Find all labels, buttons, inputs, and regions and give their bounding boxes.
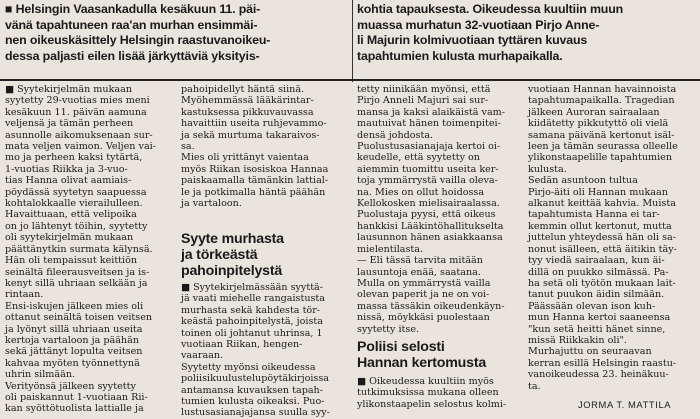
text-line: myös Riikan isosiskoa Hannaa: [181, 163, 329, 175]
text-line: vanoikeudessa 23. heinäkuu-: [528, 369, 669, 381]
text-line: kan syöttötuolista lattialle ja: [5, 403, 144, 415]
text-line: kenyt sillä uhriaan selkään ja: [5, 277, 148, 289]
text-line: kertoja vartaloon ja päähän: [5, 334, 140, 346]
text-line: vänä tapahtuneen raa'an murhan ensimmäi-: [5, 17, 258, 32]
text-line: on jo lähtenyt töihin, syytetty: [5, 220, 148, 232]
text-line: dessa paljasti eilen lisää järkyttäviä yksityis-: [5, 48, 260, 63]
text-line: kiidätetty pikkutyttö oli vielä: [528, 118, 669, 130]
text-line: Syyte murhasta: [181, 231, 284, 247]
lead-divider: [0, 79, 700, 81]
text-line: vuotiaan Hannan havainnoista: [528, 84, 677, 95]
text-line: tumien kulusta oikeaksi. Puo-: [181, 396, 325, 408]
text-line: le ja potkimalla häntä päähän: [181, 186, 326, 198]
text-line: ja lyönyt sillä uhriaan useita: [5, 323, 143, 335]
text-line: mo ja perheen kaksi tytärtä,: [5, 152, 143, 164]
article-column-4: [528, 84, 678, 392]
text-line: Puolustusasianajaja kertoi oi-: [357, 141, 501, 153]
text-line: ta.: [528, 380, 541, 392]
byline: JORMA T. MATTILA: [578, 399, 672, 410]
text-line: Hän oli tempaissut keittiön: [5, 255, 138, 267]
text-line: keästä pahoinpitelystä, joista: [181, 316, 323, 328]
text-line: 1-vuotias Riikka ja 3-vuo-: [5, 163, 128, 175]
text-line: toinen oli johtanut uhrinsa, 1: [181, 327, 323, 339]
text-line: asunnolle aikomuksenaan sur-: [5, 129, 153, 141]
text-line: nonut isälleen, että äitikin täy-: [528, 243, 677, 255]
text-line: kahvaa myöten työnnettynä: [5, 357, 140, 369]
text-line: ■ Helsingin Vaasankadulla kesäkuun 11. päi-: [5, 2, 261, 16]
subheading-police-report: [357, 340, 486, 372]
text-line: massa tässäkin oikeudenkäyn-: [357, 300, 505, 312]
text-line: Poliisi selosti: [357, 339, 445, 355]
text-line: kesäkuun 11. päivän aamuna: [5, 106, 147, 118]
text-line: Murhajuttu on seuraavan: [528, 346, 652, 358]
text-line: poliisikuulustelupöytäkirjoissa: [181, 373, 330, 385]
text-line: havaittiin useita ruhjevammo-: [181, 118, 327, 130]
text-line: na. Mies on ollut hoidossa: [357, 186, 485, 198]
text-line: seinältä fileerausveitsen ja is-: [5, 266, 150, 278]
text-line: Verityönsä jälkeen syytetty: [5, 380, 136, 392]
text-line: missä Riikkakin oli".: [528, 334, 627, 346]
text-line: "kun setä heitti hänet sinne,: [528, 323, 666, 335]
article-column-3-continued: [357, 376, 507, 410]
text-line: tanut puukon äidin silmään.: [528, 289, 665, 301]
article-column-3: [357, 84, 506, 335]
text-line: mansa ja kaksi alaikäistä vam-: [357, 106, 506, 118]
text-line: Hannan kertomusta: [357, 354, 487, 371]
text-line: Pirjo-äiti oli Hannan mukaan: [528, 186, 668, 198]
text-line: ylikonstaapelin selostus kolmi-: [357, 398, 507, 410]
text-line: ha setä oli työtön mukaan lait-: [528, 277, 676, 289]
text-line: dillä on puukko silmässä. Pa-: [528, 266, 669, 278]
text-line: Ensi-iskujen jälkeen mies oli: [5, 300, 144, 312]
text-line: ottanut seinältä toisen veitsen: [5, 312, 153, 324]
text-line: Sedän asuntoon tultua: [528, 175, 638, 187]
text-line: pahoinpitelystä: [181, 262, 283, 279]
article-column-1: [5, 84, 156, 415]
text-line: aiemmin tuomittu useita ker-: [357, 163, 499, 175]
text-line: tias Hanna olivat aamiais-: [5, 175, 132, 187]
text-line: densä johdosta.: [357, 129, 434, 141]
text-line: olevan paperit ja ne on voi-: [357, 289, 490, 301]
lead-paragraph-right: [357, 2, 697, 64]
text-line: Kellokosken mielisairaalassa.: [357, 198, 500, 210]
text-line: mautuivat hänen toimenpitei-: [357, 118, 501, 130]
text-line: pahoipidellyt häntä siinä.: [181, 84, 305, 95]
text-line: kemmin ollut kertonut, mutta: [528, 220, 672, 232]
text-line: Myöhemmässä lääkärintar-: [181, 95, 314, 107]
text-line: toja ymmärrystä vailla oleva-: [357, 175, 498, 187]
text-line: ja vartaloon.: [181, 198, 242, 210]
text-line: tapahtumapaikalla. Tragedian: [528, 95, 675, 107]
article-column-2-continued: [181, 282, 330, 419]
text-line: murhasta sekä kahdesta tör-: [181, 304, 321, 316]
text-line: oli syytekirjelmän mukaan: [5, 232, 134, 244]
text-line: pöydässä syytetyn saapuessa: [5, 186, 147, 198]
text-line: ■ Oikeudessa kuultiin myös: [357, 376, 494, 387]
text-line: ja sekä murtuma takaraivos-: [181, 129, 320, 141]
text-line: oli paiskannut 1-vuotiaan Rii-: [5, 391, 148, 403]
text-line: jä vaati miehelle rangaistusta: [181, 293, 326, 305]
text-line: ■ Syytekirjelmän mukaan: [5, 84, 133, 95]
text-line: lustusasianajajansa suulla syy-: [181, 407, 330, 419]
text-line: mata veljen vaimon. Veljen vai-: [5, 141, 156, 153]
text-line: Mulla on ymmärrystä vailla: [357, 277, 491, 289]
column-divider: [352, 0, 353, 82]
text-line: veljensä ja tämän perheen: [5, 118, 134, 130]
text-line: alkanut keittää kahvia. Muista: [528, 198, 676, 210]
text-line: keudelle, että syytetty on: [357, 152, 480, 164]
text-line: Puolustaja pyysi, että oikeus: [357, 209, 496, 221]
text-line: paiskaamalla tämänkin lattial-: [181, 175, 329, 187]
text-line: sekä jättänyt lopulta veitsen: [5, 346, 143, 358]
text-line: li Majurin kolmivuotiaan tyttären kuvaus: [357, 33, 588, 48]
text-line: rintaan.: [5, 289, 44, 301]
text-line: Mies oli yrittänyt vaientaa: [181, 152, 309, 164]
text-line: kulusta.: [528, 163, 567, 175]
text-line: mielentilasta.: [357, 243, 424, 255]
text-line: tetty niinikään myönsi, että: [357, 84, 491, 95]
text-line: lausuntoja enää, saatana.: [357, 266, 481, 278]
text-line: syytetty 29-vuotias mies meni: [5, 95, 150, 107]
text-line: vuotiaan Riikan, hengen-: [181, 339, 303, 351]
text-line: kohtalokkaalle vierailulleen.: [5, 198, 143, 210]
text-line: ■ Syytekirjelmässään syyttä-: [181, 282, 324, 293]
text-line: ja törkeästä: [181, 246, 258, 263]
text-line: sa.: [181, 141, 195, 153]
text-line: leen ja tämän seurassa olleelle: [528, 141, 678, 153]
article-column-2: [181, 84, 329, 210]
lead-paragraph-left: [5, 2, 349, 64]
text-line: kerran esillä Helsingin raastu-: [528, 357, 677, 369]
text-line: Syytetty myönsi oikeudessa: [181, 361, 316, 373]
text-line: jälkeen Auroran sairaalaan: [528, 106, 660, 118]
text-line: Päässään olevan ison kuh-: [528, 300, 656, 312]
text-line: mun Hanna kertoi saaneensa: [528, 312, 671, 324]
text-line: ylikonstaapelille tapahtumien: [528, 152, 673, 164]
text-line: tapahtumien kulusta murhapaikalla.: [357, 48, 563, 63]
text-line: uhrin silmään.: [5, 369, 76, 381]
text-line: antamansa kuvauksen tapah-: [181, 384, 323, 396]
text-line: tapahtumista Hanna ei tar-: [528, 209, 660, 221]
text-line: nen oikeuskäsittely Helsingin raastuvanoikeu-: [5, 33, 271, 48]
text-line: hankkisi Lääkintöhallitukselta: [357, 220, 504, 232]
text-line: Havaittuaan, että velipoika: [5, 209, 137, 221]
text-line: juttelun yhteydessä hän oli sa-: [528, 232, 676, 244]
text-line: lausunnon hänen asiakkaansa: [357, 232, 503, 244]
subheading-charges: [181, 232, 284, 279]
text-line: Pirjo Anneli Majuri sai sur-: [357, 95, 489, 107]
text-line: päättänytkin surmata kälynsä.: [5, 243, 153, 255]
text-line: syytetty itse.: [357, 323, 420, 335]
text-line: tutkimuksissa mukana olleen: [357, 387, 499, 399]
text-line: — Eli tässä tarvita mitään: [357, 255, 483, 267]
text-line: kohtia tapauksesta. Oikeudessa kuultiin muun: [357, 2, 624, 16]
text-line: vaaraan.: [181, 350, 224, 362]
text-line: nissä, möykkäsi puolestaan: [357, 312, 490, 324]
text-line: samana päivänä kertonut isäl-: [528, 129, 675, 141]
text-line: muassa murhatun 32-vuotiaan Pirjo Anne-: [357, 17, 600, 32]
text-line: kastuksessa pikkuvauvassa: [181, 106, 314, 118]
text-line: tyy viedä sairaalaan, kun äi-: [528, 255, 665, 267]
